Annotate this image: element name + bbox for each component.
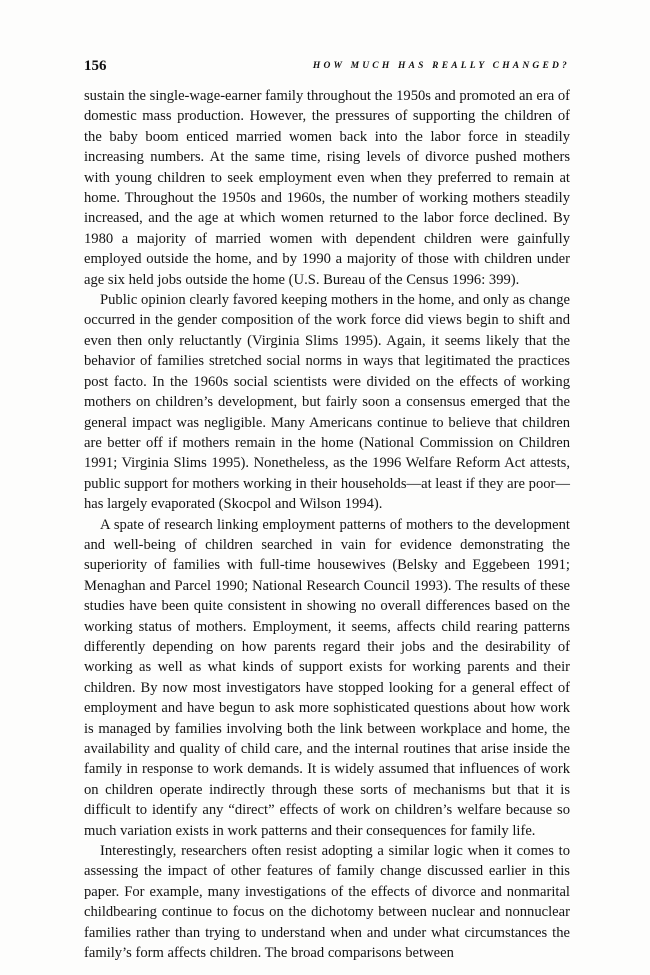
paragraph: Public opinion clearly favored keeping mothers in the home, and only as change occurred in the gender composition of the work force did views begin to shift and even then only reluctantly (Virginia Slims 1995). Again, it seems likely that the behavior of families stretched social norms in ways that legitimated the practices post facto. In the 1960s social scientists were divided on the effects of working mothers on children’s development, but fairly soon a consensus emerged that the general impact was negligible. Many Americans continue to believe that children are better off if mothers remain in the home (National Commission on Children 1991; Virginia Slims 1995). Nonetheless, as the 1996 Welfare Reform Act attests, public support for mothers working in their households—at least if they are poor—has largely evaporated (Skocpol and Wilson 1994).: [84, 292, 570, 513]
paragraph: A spate of research linking employment patterns of mothers to the development and well-being of children searched in vain for evidence demonstrating the superiority of families with full-time housewives (Belsky and Eggebeen 1991; Menaghan and Parcel 1990; National Research Council 1993). The results of these studies have been quite consistent in showing no overall differences based on the working status of mothers. Employment, it seems, affects child rearing patterns differently depending on how parents regard their jobs and the desirability of working as well as what kinds of support exists for working parents and their children. By now most investigators have stopped looking for a general effect of employment and have begun to ask more sophisticated questions about how work is managed by families involving both the link between workplace and home, the availability and quality of child care, and the internal routines that arise inside the family in response to work demands. It is widely assumed that influences of work on children operate indirectly through these sorts of mechanisms but that it is difficult to identify any “direct” effects of work on children’s welfare because so much variation exists in work patterns and their consequences for family life.: [84, 516, 570, 839]
page-header: [84, 58, 570, 80]
body-text: [84, 86, 570, 963]
paragraph-continued: sustain the single-wage-earner family throughout the 1950s and promoted an era of domestic mass production. However, the pressures of supporting the children of the baby boom enticed married women back into the labor force in steadily increasing numbers. At the same time, rising levels of divorce pushed mothers with young children to seek employment even when they preferred to remain at home. Throughout the 1950s and 1960s, the number of working mothers steadily increased, and the age at which women returned to the labor force declined. By 1980 a majority of married women with dependent children were gainfully employed outside the home, and by 1990 a majority of those with children under age six held jobs outside the home (U.S. Bureau of the Census 1996: 399).: [84, 88, 570, 288]
paragraph: Interestingly, researchers often resist adopting a similar logic when it comes to assessing the impact of other features of family change discussed earlier in this paper. For example, many investigations of the effects of divorce and nonmarital childbearing continue to focus on the dichotomy between nuclear and nonnuclear families rather than trying to understand when and under what circumstances the family’s form affects children. The broad comparisons between: [84, 843, 570, 962]
page-number: 156: [84, 58, 107, 74]
running-head: HOW MUCH HAS REALLY CHANGED?: [312, 61, 570, 71]
